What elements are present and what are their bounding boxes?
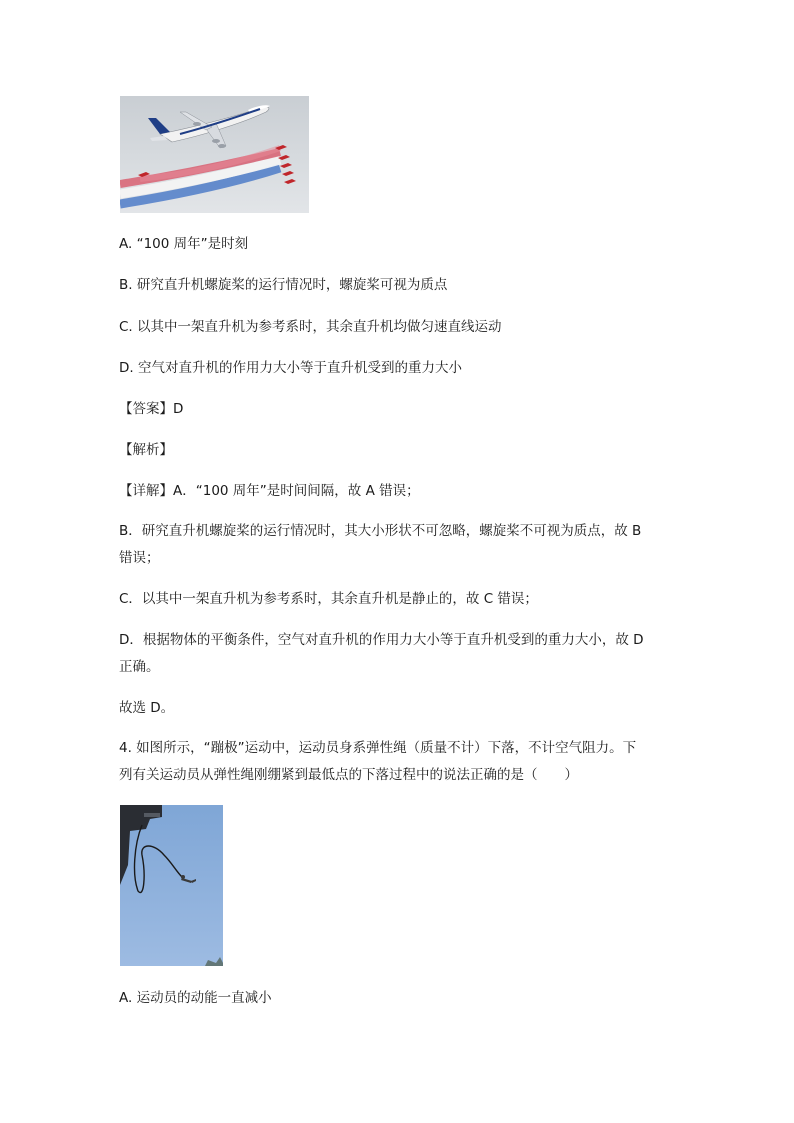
q3-option-a: A. “100 周年”是时刻 bbox=[119, 236, 249, 252]
q4-option-a: A. 运动员的动能一直减小 bbox=[119, 990, 272, 1006]
detail-line: C．以其中一架直升机为参考系时，其余直升机是静止的，故 C 错误； bbox=[119, 591, 538, 607]
detail-line: 错误； bbox=[119, 550, 160, 566]
detail-line: B．研究直升机螺旋桨的运行情况时，其大小形状不可忽略，螺旋桨不可视为质点，故 B bbox=[119, 523, 642, 539]
analysis-heading: 【解析】 bbox=[119, 442, 173, 458]
q3-option-c: C. 以其中一架直升机为参考系时，其余直升机均做匀速直线运动 bbox=[119, 319, 502, 335]
q4-stem-line: 4. 如图所示，“蹦极”运动中，运动员身系弹性绳（质量不计）下落，不计空气阻力。下 bbox=[119, 740, 637, 756]
detail-line: D．根据物体的平衡条件，空气对直升机的作用力大小等于直升机受到的重力大小，故 D bbox=[119, 632, 644, 648]
airshow-photo bbox=[120, 96, 309, 213]
detail-line: 故选 D。 bbox=[119, 700, 175, 716]
detail-line: 【详解】A．“100 周年”是时间间隔，故 A 错误； bbox=[119, 483, 420, 499]
bungee-jump-photo bbox=[120, 805, 223, 966]
q3-option-b: B. 研究直升机螺旋桨的运行情况时，螺旋桨可视为质点 bbox=[119, 277, 448, 293]
detail-line: 正确。 bbox=[119, 659, 160, 675]
answer-line: 【答案】D bbox=[119, 401, 184, 417]
q3-option-d: D. 空气对直升机的作用力大小等于直升机受到的重力大小 bbox=[119, 360, 462, 376]
q4-stem-line: 列有关运动员从弹性绳刚绷紧到最低点的下落过程中的说法正确的是（ ） bbox=[119, 767, 578, 783]
